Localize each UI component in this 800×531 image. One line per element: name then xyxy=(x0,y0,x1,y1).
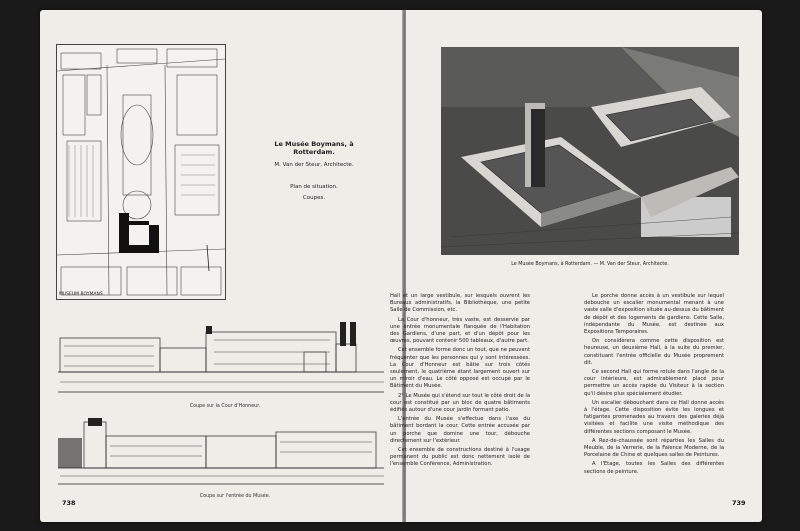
section-drawing-courtyard xyxy=(54,322,388,400)
paragraph: Cet ensemble forme donc un tout, que ne peuvent fréquenter que les personnes qui y sont intéressées. La Cour d'Honneur est bâtie sur trois côtés seulement, le quatrième étant largement ouvert sur un miroir d'eau. Le côté opposé est occupé par le Bâtiment du Musée. xyxy=(390,347,530,390)
paragraph: L'entrée du Musée s'effectue dans l'axe du bâtiment bordant la cour. Cette entrée accusée par un porche que domine une tour, débouche directement sur l'extérieur. xyxy=(390,416,530,444)
left-page xyxy=(40,10,402,522)
paragraph: A Rez-de-chaussée sont réparties les Salles du Meuble, de la Verrerie, de la Faïence Moderne, de la Porcelaine de Chine et quelques salles de Peintures. xyxy=(584,437,724,459)
paragraph: Ce second Hall qui forme rotule dans l'angle de la cour intérieure, est admirablement placé pour permettre un accès rapide du Visiteur à la section qu'il désire plus spécialement étudier. xyxy=(584,369,724,397)
right-page xyxy=(390,10,762,522)
photo-caption: Le Musée Boymans, à Rotterdam. — M. Van der Steur, Architecte. xyxy=(511,262,669,267)
text-column-1 xyxy=(390,293,530,471)
caption-title: Le Musée Boymans, à Rotterdam. xyxy=(274,140,354,156)
caption-architect: M. Van der Steur, Architecte. xyxy=(274,162,354,168)
paragraph: On considérera comme cette disposition est heureuse, un deuxième Hall, à la suite du premier, constituant l'entrée officielle du Musée proprement dit. xyxy=(584,338,724,366)
text-column-2 xyxy=(584,293,724,478)
section1-caption: Coupe sur la Cour d'Honneur. xyxy=(189,404,261,409)
paragraph: Le porche donne accès à un vestibule sur lequel débouche un escalier monumental menant à une vaste salle d'exposition située au-dessus du bâtiment de dépôt et des logements de gardiens. Cette Salle, indépendante du Musée, est destinée aux Expositions Temporaires. xyxy=(584,293,724,336)
paragraph: Un escalier débouchant dans ce Hall donne accès à l'étage. Cette disposition évite les longues et fatigantes promenades au travers des galeries déjà visitées et facilite une visite méthodique des différentes sections composant le Musée. xyxy=(584,399,724,435)
section2-caption: Coupe sur l'entrée du Musée. xyxy=(199,494,271,499)
caption-plan: Plan de situation. xyxy=(290,184,338,190)
section-drawing-entrance xyxy=(54,418,388,490)
site-plan-map xyxy=(56,44,226,300)
paragraph: Hall et un large vestibule, sur lesquels ouvrent les Bureaux administratifs, la Bibliothèque, une petite Salle de Commission, etc. xyxy=(390,293,530,314)
map-label: MUSEUM BOYMANS xyxy=(59,292,103,297)
paragraph: La Cour d'honneur, très vaste, est desservie par une entrée monumentale flanquée de l'Habitation des Gardiens, d'une part, et d'un dépôt pour les œuvres, pouvant contenir 500 tableaux, d'autre part. xyxy=(390,316,530,345)
caption-block xyxy=(254,140,374,206)
paragraph: 2° Le Musée qui s'étend sur tout le côté droit de la cour est constitué par un bloc de quatre bâtiments édifiés autour d'une cour jardin formant patio. xyxy=(390,392,530,414)
page-number-right: 739 xyxy=(732,499,746,507)
aerial-photo xyxy=(441,47,739,255)
paragraph: Cet ensemble de constructions destiné à l'usage permanent du public est donc nettement isolé de l'ensemble Conférence, Administration. xyxy=(390,447,530,468)
caption-sections: Coupes. xyxy=(302,195,326,201)
page-number-left: 738 xyxy=(62,499,76,507)
paragraph: A l'Etage, toutes les Salles des différentes sections de peinture. xyxy=(584,461,724,475)
